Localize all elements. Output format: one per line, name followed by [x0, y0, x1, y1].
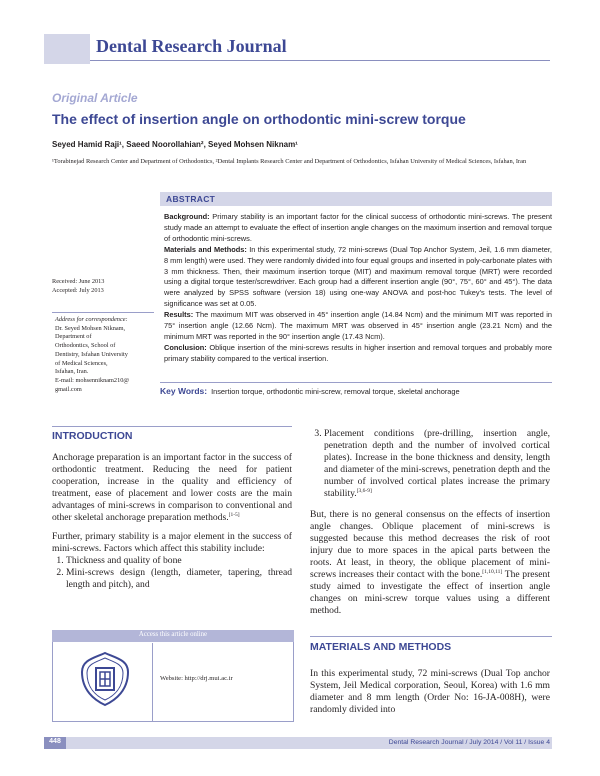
abstract-body: [164, 212, 552, 365]
stability-factors-list: [52, 555, 292, 591]
corr-email-domain[interactable]: gmail.com: [55, 385, 82, 393]
stability-factors-list-continued: [310, 428, 550, 501]
website-link[interactable]: Website: http://drj.mui.ac.ir: [160, 675, 233, 682]
keywords-label: Key Words:: [160, 386, 208, 396]
abstract-header-bar: [160, 192, 552, 206]
abstract-results: Results: The maximum MIT was observed in 45° insertion angle (14.84 Ncm) and the minimum MIT was reported in 75° insertion angle (12.66 Ncm). The maximum MRT was observed in 45° insertion angle (23.21 Ncm) and the minimum MRT was reported in the 90° insertion angle (17.43 Ncm).: [164, 310, 553, 341]
page-number: 448: [49, 738, 61, 745]
methods-heading: MATERIALS AND METHODS: [310, 641, 452, 653]
header-accent-block: [44, 34, 90, 64]
accepted-date: Accepted: July 2013: [52, 287, 104, 294]
abstract-heading: ABSTRACT: [166, 194, 216, 204]
methods-paragraph: In this experimental study, 72 mini-screws (Dual Top anchor System, Jeil Medical corporation, Seoul, Korea) with 1.6 mm diameter and 8 mm length (Order No: 16-JA-008H), were randomly divided into: [310, 668, 550, 716]
right-column: [310, 428, 550, 623]
list-item: 1. Thickness and quality of bone: [66, 555, 292, 567]
intro-rule: [52, 426, 292, 427]
article-type: Original Article: [52, 91, 138, 105]
abstract-background: Background: Primary stability is an important factor for the clinical success of orthodontic mini-screws. The present study made an attempt to evaluate the effect of insertion angle changes on the maximum insertion and removal torque of orthodontic mini-screws.: [164, 212, 552, 243]
correspondence: [55, 316, 155, 394]
left-column: [52, 452, 292, 591]
affiliation: ¹Torabinejad Research Center and Department of Orthodontics, ²Dental Implants Research Center and Department of Orthodontics, Isfahan University of Medical Sciences, Isfahan, Iran: [52, 158, 527, 165]
received-date: Received: June 2013: [52, 278, 105, 285]
header-rule: [90, 60, 550, 61]
intro-heading: INTRODUCTION: [52, 430, 133, 442]
received-dates: [52, 277, 157, 295]
corr-line: Isfahan, Iran.: [55, 368, 89, 376]
corr-line: Dr. Seyed Mohsen Niknam,: [55, 324, 126, 332]
corr-line: of Medical Sciences,: [55, 359, 108, 367]
footer-citation: Dental Research Journal / July 2014 / Vol 11 / Issue 4: [388, 739, 550, 746]
university-logo-icon: [76, 650, 134, 708]
corr-line: Department of: [55, 333, 92, 341]
intro-paragraph-2: Further, primary stability is a major element in the success of mini-screws. Factors which affect this stability include:: [52, 530, 292, 554]
corr-line: Dentistry, Isfahan University: [55, 350, 128, 358]
list-item: 2. Mini-screws design (length, diameter, tapering, thread length and pitch), and: [66, 567, 292, 591]
corr-email[interactable]: E-mail: mohsenniknam210@: [55, 376, 130, 384]
keywords-text: Insertion torque, orthodontic mini-screw, removal torque, skeletal anchorage: [211, 387, 460, 396]
corr-line: Orthodontics, School of: [55, 342, 116, 350]
correspondence-label: Address for correspondence:: [55, 316, 128, 323]
abstract-methods: Materials and Methods: In this experimental study, 72 mini-screws (Dual Top Anchor System, Jeil, 1.6 mm diameter, 8 mm length) were used. They were randomly divided into four equal groups and inserted in poly-carbonate plates with 3 mm thickness. Then, their maximum insertion torque (MIT) and maximum removal torque (MRT) were recorded using a digital torque tester/screwdriver. Each group had a different insertion angle (90°, 75°, 60° and 45°). The data were analyzed by SPSS software (version 18) using one-way ANOVA and post-hoc Tukey's tests. The level of significance was set at 0.05.: [164, 244, 552, 309]
access-divider: [152, 643, 153, 721]
methods-rule: [310, 636, 552, 637]
article-title: The effect of insertion angle on orthodontic mini-screw torque: [52, 111, 466, 127]
abstract-conclusion: Conclusion: Oblique insertion of the mini-screws results in higher insertion and removal torques and probably more primary stability compared to the vertical insertion.: [164, 342, 553, 363]
access-heading: Access this article online: [138, 631, 208, 638]
list-item: 3. Placement conditions (pre-drilling, insertion angle, penetration depth and the number of involved cortical plates). Increase in the bone thickness and density, length and diameter of the mini-screws, penetration depth and the number of involved cortical plates increase the primary stability.[3,6-9]: [324, 428, 550, 501]
journal-title: Dental Research Journal: [96, 36, 287, 56]
author-list: Seyed Hamid Raji¹, Saeed Noorollahian², Seyed Mohsen Niknam¹: [52, 140, 298, 149]
intro-paragraph-3: But, there is no general consensus on the effects of insertion angle changes. Oblique placement of mini-screws is suggested because this method decreases the risk of root injury due to more spaces in the apical parts between the roots. At least, in theory, the oblique placement of mini-screws increases their contact with the bone.[1,10,11] The present study aimed to investigate the effect of insertion angle changes on mini-screw torque values using a different method.: [310, 508, 550, 617]
intro-paragraph-1: Anchorage preparation is an important factor in the success of orthodontic treatment. Reducing the need for patient cooperation, increase in the quality and efficiency of treatment, ease of placement and lower costs are the main advantages of mini-screws in comparison to conventional and other skeletal anchorage preparation methods.[1-5]: [52, 452, 292, 524]
keywords: [160, 382, 552, 396]
